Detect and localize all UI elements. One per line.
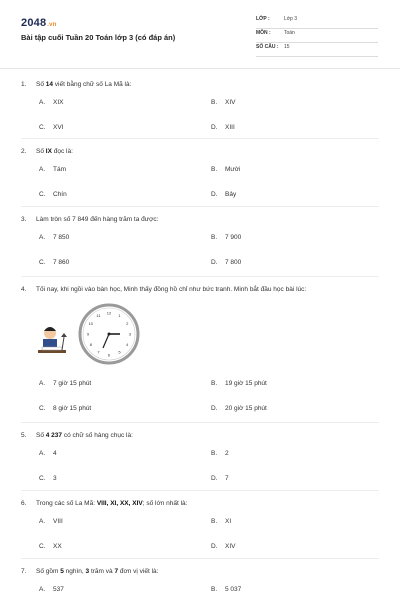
- question-text: Trong các số La Mã: VIII, XI, XX, XIV; số lớn nhất là:: [36, 500, 188, 507]
- document-title: Bài tập cuối Tuần 20 Toán lớp 3 (có đáp án): [21, 33, 176, 42]
- answer-option-c[interactable]: [39, 405, 91, 412]
- option-text: 7 860: [53, 259, 70, 266]
- option-label: D.: [211, 543, 218, 550]
- question-number: 2.: [21, 148, 27, 155]
- option-label: D.: [211, 475, 218, 482]
- wall-clock-icon: [78, 303, 140, 365]
- clock-numeral: 5: [118, 349, 121, 355]
- option-text: Mười: [225, 166, 241, 173]
- meta-value: Lớp 3: [284, 16, 298, 22]
- option-label: A.: [39, 166, 46, 173]
- option-label: B.: [211, 518, 218, 525]
- question-number: 6.: [21, 500, 27, 507]
- option-label: D.: [211, 259, 218, 266]
- option-label: A.: [39, 380, 46, 387]
- option-label: B.: [211, 380, 218, 387]
- answer-option-d[interactable]: [211, 405, 267, 412]
- question-separator: [21, 422, 379, 423]
- option-label: D.: [211, 191, 218, 198]
- option-label: A.: [39, 518, 46, 525]
- option-label: B.: [211, 586, 218, 593]
- option-label: B.: [211, 99, 218, 106]
- header-divider: [0, 68, 400, 69]
- answer-option-d[interactable]: [211, 191, 236, 198]
- answer-option-b[interactable]: [211, 166, 240, 173]
- answer-option-b[interactable]: [211, 586, 241, 593]
- answer-option-a[interactable]: [39, 380, 91, 387]
- answer-option-a[interactable]: [39, 518, 63, 525]
- question-text: Số 4 237 có chữ số hàng chục là:: [36, 432, 133, 439]
- answer-option-a[interactable]: [39, 234, 69, 241]
- question-text: Làm tròn số 7 849 đến hàng trăm ta được:: [36, 216, 159, 223]
- meta-key: MÔN :: [256, 30, 271, 36]
- question-number: 1.: [21, 81, 27, 88]
- answer-option-a[interactable]: [39, 450, 57, 457]
- question-number: 4.: [21, 286, 27, 293]
- option-text: 537: [53, 586, 64, 593]
- clock-numeral: 3: [128, 331, 132, 337]
- option-text: 7 900: [225, 234, 242, 241]
- option-text: 3: [53, 475, 57, 482]
- question-text: Số gồm 5 nghìn, 3 trăm và 7 đơn vị viết là:: [36, 568, 159, 575]
- option-text: Chín: [53, 191, 67, 198]
- option-label: D.: [211, 124, 218, 131]
- option-text: 5 037: [225, 586, 242, 593]
- clock-numeral: 11: [96, 313, 101, 319]
- answer-option-a[interactable]: [39, 586, 64, 593]
- question-separator: [21, 490, 379, 491]
- meta-count-row: [256, 42, 378, 57]
- option-text: XIV: [225, 543, 236, 550]
- meta-value: Toán: [284, 30, 295, 36]
- answer-option-c[interactable]: [39, 191, 67, 198]
- option-text: 7: [225, 475, 229, 482]
- meta-class-row: [256, 14, 378, 29]
- site-logo[interactable]: [21, 17, 57, 29]
- option-text: 7 800: [225, 259, 242, 266]
- answer-option-b[interactable]: [211, 450, 229, 457]
- option-text: 7 850: [53, 234, 70, 241]
- meta-subject-row: [256, 28, 378, 43]
- answer-option-a[interactable]: [39, 99, 63, 106]
- option-label: C.: [39, 475, 46, 482]
- option-label: A.: [39, 586, 46, 593]
- clock-numeral: 2: [126, 320, 129, 326]
- meta-value: 15: [284, 44, 290, 50]
- question-separator: [21, 558, 379, 559]
- option-text: XIX: [53, 99, 64, 106]
- clock-numeral: 1: [118, 313, 121, 319]
- question-separator: [21, 206, 379, 207]
- option-label: C.: [39, 259, 46, 266]
- option-text: XIV: [225, 99, 236, 106]
- option-text: 8 giờ 15 phút: [53, 405, 92, 412]
- answer-option-c[interactable]: [39, 124, 63, 131]
- option-text: 4: [53, 450, 57, 457]
- question-separator: [21, 138, 379, 139]
- clock-numeral: 6: [107, 352, 111, 358]
- clock-numeral: 8: [89, 341, 92, 347]
- answer-option-c[interactable]: [39, 259, 69, 266]
- meta-key: LỚP :: [256, 16, 270, 22]
- clock-numeral: 7: [97, 349, 100, 355]
- option-text: XIII: [225, 124, 235, 131]
- logo-text: 2048: [21, 17, 47, 29]
- clock-numeral: 4: [126, 341, 129, 347]
- clock-numeral: 12: [106, 310, 112, 316]
- option-label: C.: [39, 124, 46, 131]
- logo-suffix: .vn: [47, 22, 57, 28]
- option-label: B.: [211, 166, 218, 173]
- answer-option-d[interactable]: [211, 259, 241, 266]
- option-text: XI: [225, 518, 232, 525]
- option-label: B.: [211, 234, 218, 241]
- option-text: VIII: [53, 518, 63, 525]
- question-number: 3.: [21, 216, 27, 223]
- option-label: A.: [39, 99, 46, 106]
- meta-key: SỐ CÂU :: [256, 44, 279, 50]
- answer-option-c[interactable]: [39, 543, 62, 550]
- answer-option-d[interactable]: [211, 543, 235, 550]
- option-label: C.: [39, 405, 46, 412]
- option-text: 7 giờ 15 phút: [53, 380, 92, 387]
- worksheet-header: [0, 0, 400, 68]
- option-text: Tám: [53, 166, 66, 173]
- option-text: XVI: [53, 124, 64, 131]
- answer-option-c[interactable]: [39, 475, 57, 482]
- answer-option-d[interactable]: [211, 124, 235, 131]
- question-number: 5.: [21, 432, 27, 439]
- clock-numeral: 9: [86, 331, 90, 337]
- answer-option-b[interactable]: [211, 99, 235, 106]
- option-label: A.: [39, 450, 46, 457]
- question-text: Tối nay, khi ngồi vào bàn học, Minh thấy đồng hồ chỉ như bức tranh. Minh bắt đầu học bài lúc:: [36, 286, 307, 293]
- answer-option-d[interactable]: [211, 475, 229, 482]
- option-label: C.: [39, 543, 46, 550]
- question-text: Số 14 viết bằng chữ số La Mã là:: [36, 81, 132, 88]
- option-text: 20 giờ 15 phút: [225, 405, 267, 412]
- answer-option-b[interactable]: [211, 380, 267, 387]
- answer-option-b[interactable]: [211, 234, 241, 241]
- option-label: B.: [211, 450, 218, 457]
- option-text: 19 giờ 15 phút: [225, 380, 267, 387]
- clock-numeral: 10: [88, 320, 94, 326]
- answer-option-a[interactable]: [39, 166, 66, 173]
- option-text: XX: [53, 543, 62, 550]
- option-text: 2: [225, 450, 229, 457]
- question-number: 7.: [21, 568, 27, 575]
- option-label: A.: [39, 234, 46, 241]
- option-text: Bảy: [225, 191, 237, 198]
- option-label: C.: [39, 191, 46, 198]
- clock-illustration: [36, 303, 146, 365]
- question-separator: [21, 276, 379, 277]
- option-label: D.: [211, 405, 218, 412]
- answer-option-b[interactable]: [211, 518, 231, 525]
- question-text: Số IX đọc là:: [36, 148, 73, 155]
